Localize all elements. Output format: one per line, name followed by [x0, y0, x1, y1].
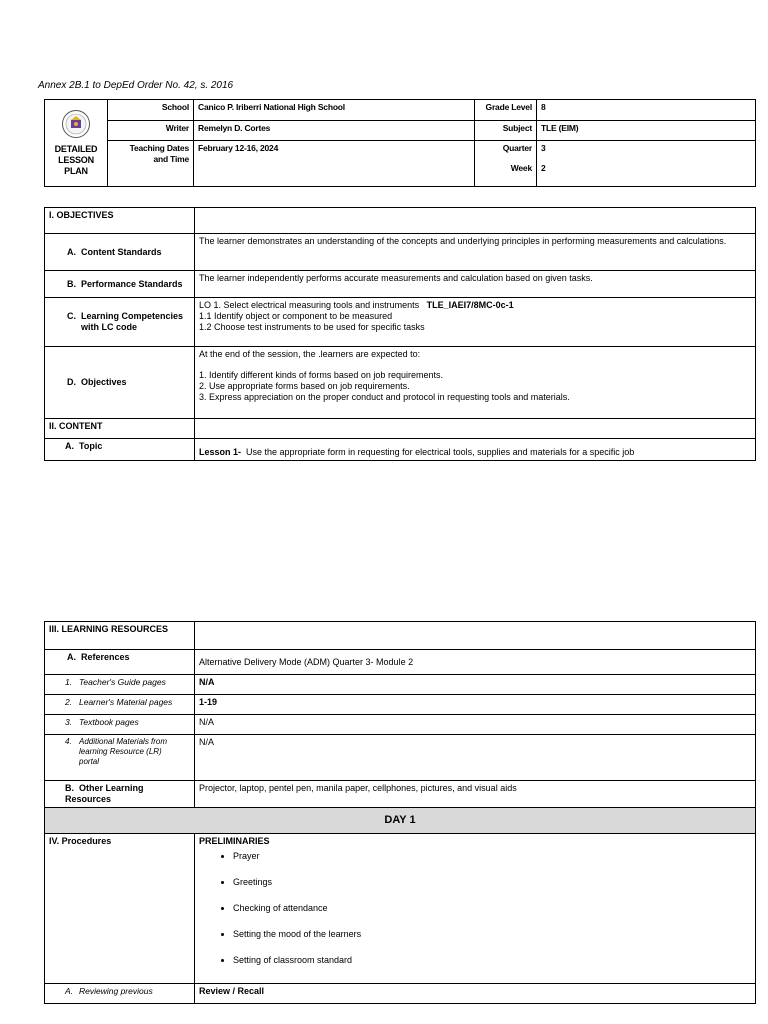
textbook-num: 3.	[65, 717, 73, 727]
objectives-intro: At the end of the session, the .learners are expected to:	[199, 349, 421, 359]
references-label-text: References	[81, 652, 130, 662]
objectives-section-blank	[195, 208, 756, 234]
objective-2: 2. Use appropriate forms based on job requirements.	[199, 381, 410, 391]
additional-materials-text-2: learning Resource (LR)	[79, 747, 162, 756]
quarter-week-labels	[475, 141, 537, 187]
competencies-label	[45, 298, 195, 347]
writer-value: Remelyn D. Cortes	[194, 121, 475, 141]
objectives-label	[45, 347, 195, 419]
quarter-week-values	[537, 141, 756, 187]
other-resources-letter: B.	[65, 783, 74, 793]
objective-3: 3. Express appreciation on the proper conduct and protocol in requesting tools and materials.	[199, 392, 570, 402]
quarter-value: 3	[541, 143, 546, 153]
objectives-section-title: I. OBJECTIVES	[45, 208, 195, 234]
teachers-guide-label	[45, 675, 195, 695]
quarter-label: Quarter	[502, 143, 532, 153]
additional-materials-label	[45, 735, 195, 781]
content-standards-letter: A.	[67, 246, 76, 257]
performance-standards-value: The learner independently performs accurate measurements and calculation based on given tasks.	[195, 271, 756, 298]
reviewing-text: Reviewing previous	[79, 986, 153, 996]
learners-material-value: 1-19	[195, 695, 756, 715]
topic-letter: A.	[65, 441, 74, 451]
title-line-3: PLAN	[64, 166, 88, 176]
competencies-value	[195, 298, 756, 347]
textbook-label	[45, 715, 195, 735]
list-item: • Checking of attendance	[233, 903, 751, 914]
other-resources-text: Other Learning Resources	[65, 783, 144, 804]
objective-1: 1. Identify different kinds of forms based on job requirements.	[199, 370, 443, 380]
textbook-text: Textbook pages	[79, 717, 139, 727]
additional-materials-text-1: Additional Materials from	[79, 737, 168, 746]
preliminaries-list	[199, 851, 751, 966]
lesson-header-table	[44, 99, 756, 187]
resources-table	[44, 621, 756, 1004]
lo1-1-text: 1.1 Identify object or component to be measured	[199, 311, 393, 321]
additional-materials-num: 4.	[65, 737, 72, 746]
reviewing-letter: A.	[65, 986, 74, 996]
competencies-letter: C.	[67, 311, 76, 321]
list-item: • Setting of classroom standard	[233, 955, 751, 966]
school-value: Canico P. Iriberri National High School	[194, 100, 475, 121]
topic-label	[45, 439, 195, 461]
objectives-label-text: Objectives	[81, 377, 127, 387]
lesson-label: Lesson 1-	[199, 447, 242, 457]
additional-materials-text-3: portal	[79, 757, 100, 766]
performance-standards-label	[45, 271, 195, 298]
week-label: Week	[510, 163, 532, 173]
references-letter: A.	[67, 652, 76, 662]
procedures-section-title: IV. Procedures	[45, 834, 195, 984]
teachers-guide-text: Teacher's Guide pages	[79, 677, 166, 687]
preliminaries-cell	[195, 834, 756, 984]
subject-label: Subject	[475, 121, 537, 141]
lo1-2-text: 1.2 Choose test instruments to be used for specific tasks	[199, 322, 425, 332]
list-item: • Prayer	[233, 851, 751, 862]
objectives-table	[44, 207, 756, 461]
competencies-text-2: with LC code	[81, 322, 137, 332]
performance-standards-text: Performance Standards	[81, 278, 183, 289]
learners-material-text: Learner's Material pages	[79, 697, 173, 707]
objectives-letter: D.	[67, 377, 76, 387]
performance-standards-letter: B.	[67, 278, 76, 289]
dates-value: February 12-16, 2024	[194, 141, 475, 187]
teachers-guide-num: 1.	[65, 677, 73, 687]
references-label	[45, 650, 195, 675]
additional-materials-value: N/A	[195, 735, 756, 781]
content-section-blank	[195, 419, 756, 439]
learners-material-num: 2.	[65, 697, 73, 707]
content-standards-label	[45, 234, 195, 271]
writer-label: Writer	[108, 121, 194, 141]
list-item: • Greetings	[233, 877, 751, 888]
lo1-text: LO 1. Select electrical measuring tools and instruments	[199, 300, 420, 310]
week-value: 2	[541, 163, 546, 173]
grade-label: Grade Level	[475, 100, 537, 121]
preliminaries-heading: PRELIMINARIES	[199, 836, 270, 846]
lc-code: TLE_IAEI7/8MC-0c-1	[426, 300, 514, 310]
content-standards-text: Content Standards	[81, 246, 162, 257]
school-label: School	[108, 100, 194, 121]
topic-label-text: Topic	[79, 441, 103, 451]
content-section-title: II. CONTENT	[45, 419, 195, 439]
resources-section-blank	[195, 622, 756, 650]
resources-section-title: III. LEARNING RESOURCES	[45, 622, 195, 650]
dates-label	[108, 141, 194, 187]
dates-label-line-2: and Time	[153, 154, 189, 164]
dates-label-line-1: Teaching Dates	[129, 143, 189, 153]
day-banner: DAY 1	[45, 808, 756, 834]
objectives-value	[195, 347, 756, 419]
annex-reference: Annex 2B.1 to DepEd Order No. 42, s. 2016	[38, 80, 234, 91]
textbook-value: N/A	[195, 715, 756, 735]
review-recall: Review / Recall	[195, 984, 756, 1004]
teachers-guide-value: N/A	[195, 675, 756, 695]
competencies-text-1: Learning Competencies	[81, 311, 184, 321]
other-resources-value: Projector, laptop, pentel pen, manila paper, cellphones, pictures, and visual aids	[195, 781, 756, 808]
other-resources-label	[45, 781, 195, 808]
topic-text: Use the appropriate form in requesting for electrical tools, supplies and materials for a specific job	[246, 447, 635, 457]
grade-value: 8	[537, 100, 756, 121]
title-line-2: LESSON	[58, 155, 94, 165]
list-item: • Setting the mood of the learners	[233, 929, 751, 940]
subject-value: TLE (EIM)	[537, 121, 756, 141]
references-value: Alternative Delivery Mode (ADM) Quarter 3- Module 2	[195, 650, 756, 675]
title-cell	[45, 100, 108, 187]
learners-material-label	[45, 695, 195, 715]
reviewing-label	[45, 984, 195, 1004]
content-standards-value: The learner demonstrates an understanding of the concepts and underlying principles in performing measurements and calculations.	[195, 234, 756, 271]
deped-seal-icon	[61, 109, 91, 139]
topic-value	[195, 439, 756, 461]
title-line-1: DETAILED	[54, 144, 98, 154]
